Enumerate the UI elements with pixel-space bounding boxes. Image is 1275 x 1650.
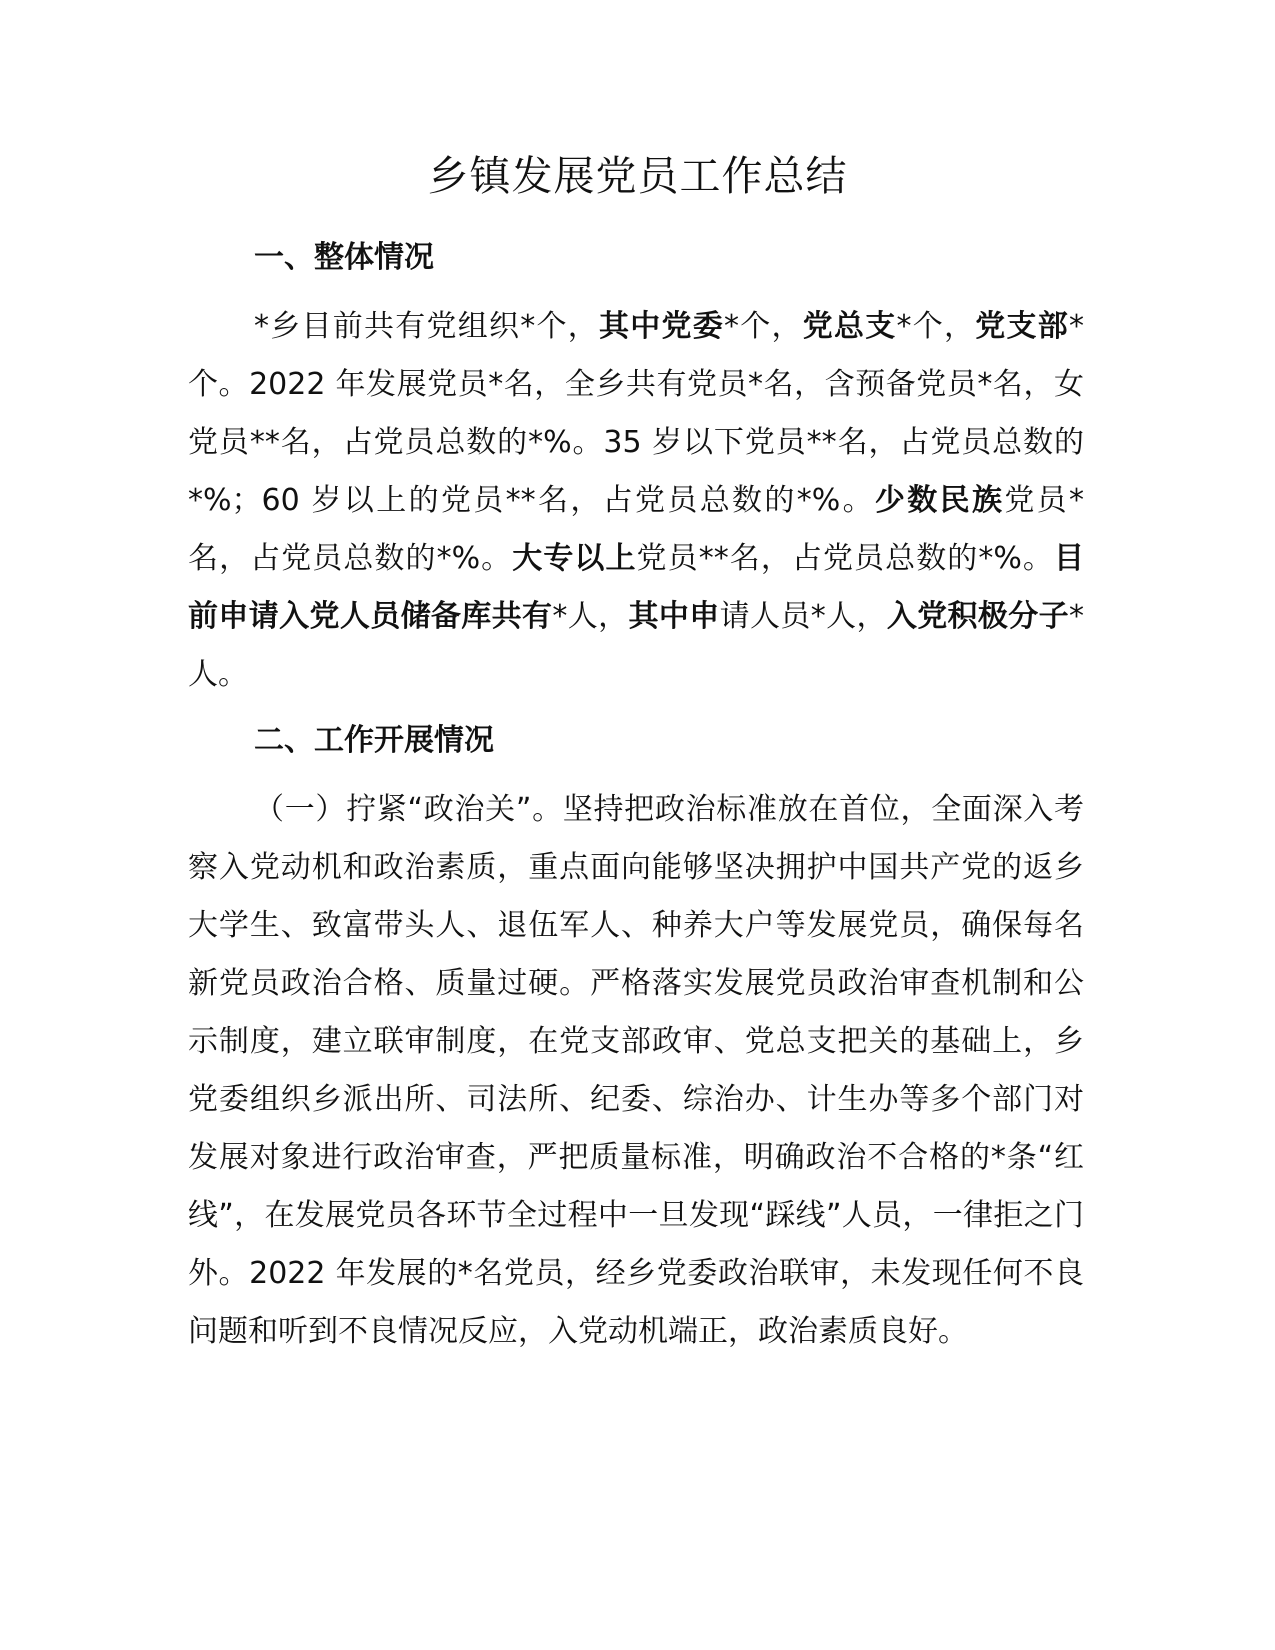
text-run-bold: 少数民族 [874, 483, 1005, 518]
section-heading-work-progress: 二、工作开展情况 [254, 723, 494, 758]
text-run: *个， [724, 309, 803, 344]
text-run-bold: 党支部 [975, 309, 1069, 344]
text-run: *人， [552, 599, 629, 634]
text-run: 党员*名，占党员总数的*%。 [188, 483, 1085, 576]
text-run: *个。2022 年发展党员*名，全乡共有党员*名，含预备党员*名，女党员**名，占党员总数的*%。35 岁以下党员**名，占党员总数的*%；60 岁以上的党员**名，占党员总数的*%。 [188, 309, 1084, 518]
text-run: 请人员*人， [719, 599, 887, 634]
text-run: 党员**名，占党员总数的*%。 [636, 541, 1055, 576]
text-run: *个， [896, 309, 976, 344]
text-run-bold: 党总支 [802, 309, 897, 344]
text-run-bold: 其中申 [628, 599, 720, 634]
text-run-bold: 目前申请入党人员储备库共有 [188, 541, 1085, 634]
section-heading-overall: 一、整体情况 [254, 240, 434, 275]
paragraph-political-review: （一）拧紧“政治关”。坚持把政治标准放在首位，全面深入考察入党动机和政治素质，重点面向能够坚决拥护中国共产党的返乡大学生、致富带头人、退伍军人、种养大户等发展党员，确保每名新党员政治合格、质量过硬。严格落实发展党员政治审查机制和公示制度，建立联审制度，在党支部政审、党总支把关的基础上，乡党委组织乡派出所、司法所、纪委、综治办、计生办等多个部门对发展对象进行政治审查，严把质量标准，明确政治不合格的*条“红线”，在发展党员各环节全过程中一旦发现“踩线”人员，一律拒之门外。2022 年发展的*名党员，经乡党委政治联审，未发现任何不良问题和听到不良情况反应，入党动机端正，政治素质良好。 [188, 792, 1084, 1349]
text-run-bold: 其中党委 [599, 309, 724, 344]
text-run-bold: 大专以上 [512, 541, 637, 576]
document-title: 乡镇发展党员工作总结 [427, 152, 848, 200]
text-run: *人。 [188, 599, 1085, 692]
text-run-bold: 入党积极分子 [886, 599, 1070, 634]
paragraph-overall-situation [188, 298, 1084, 704]
text-run: *乡目前共有党组织*个， [254, 309, 599, 344]
